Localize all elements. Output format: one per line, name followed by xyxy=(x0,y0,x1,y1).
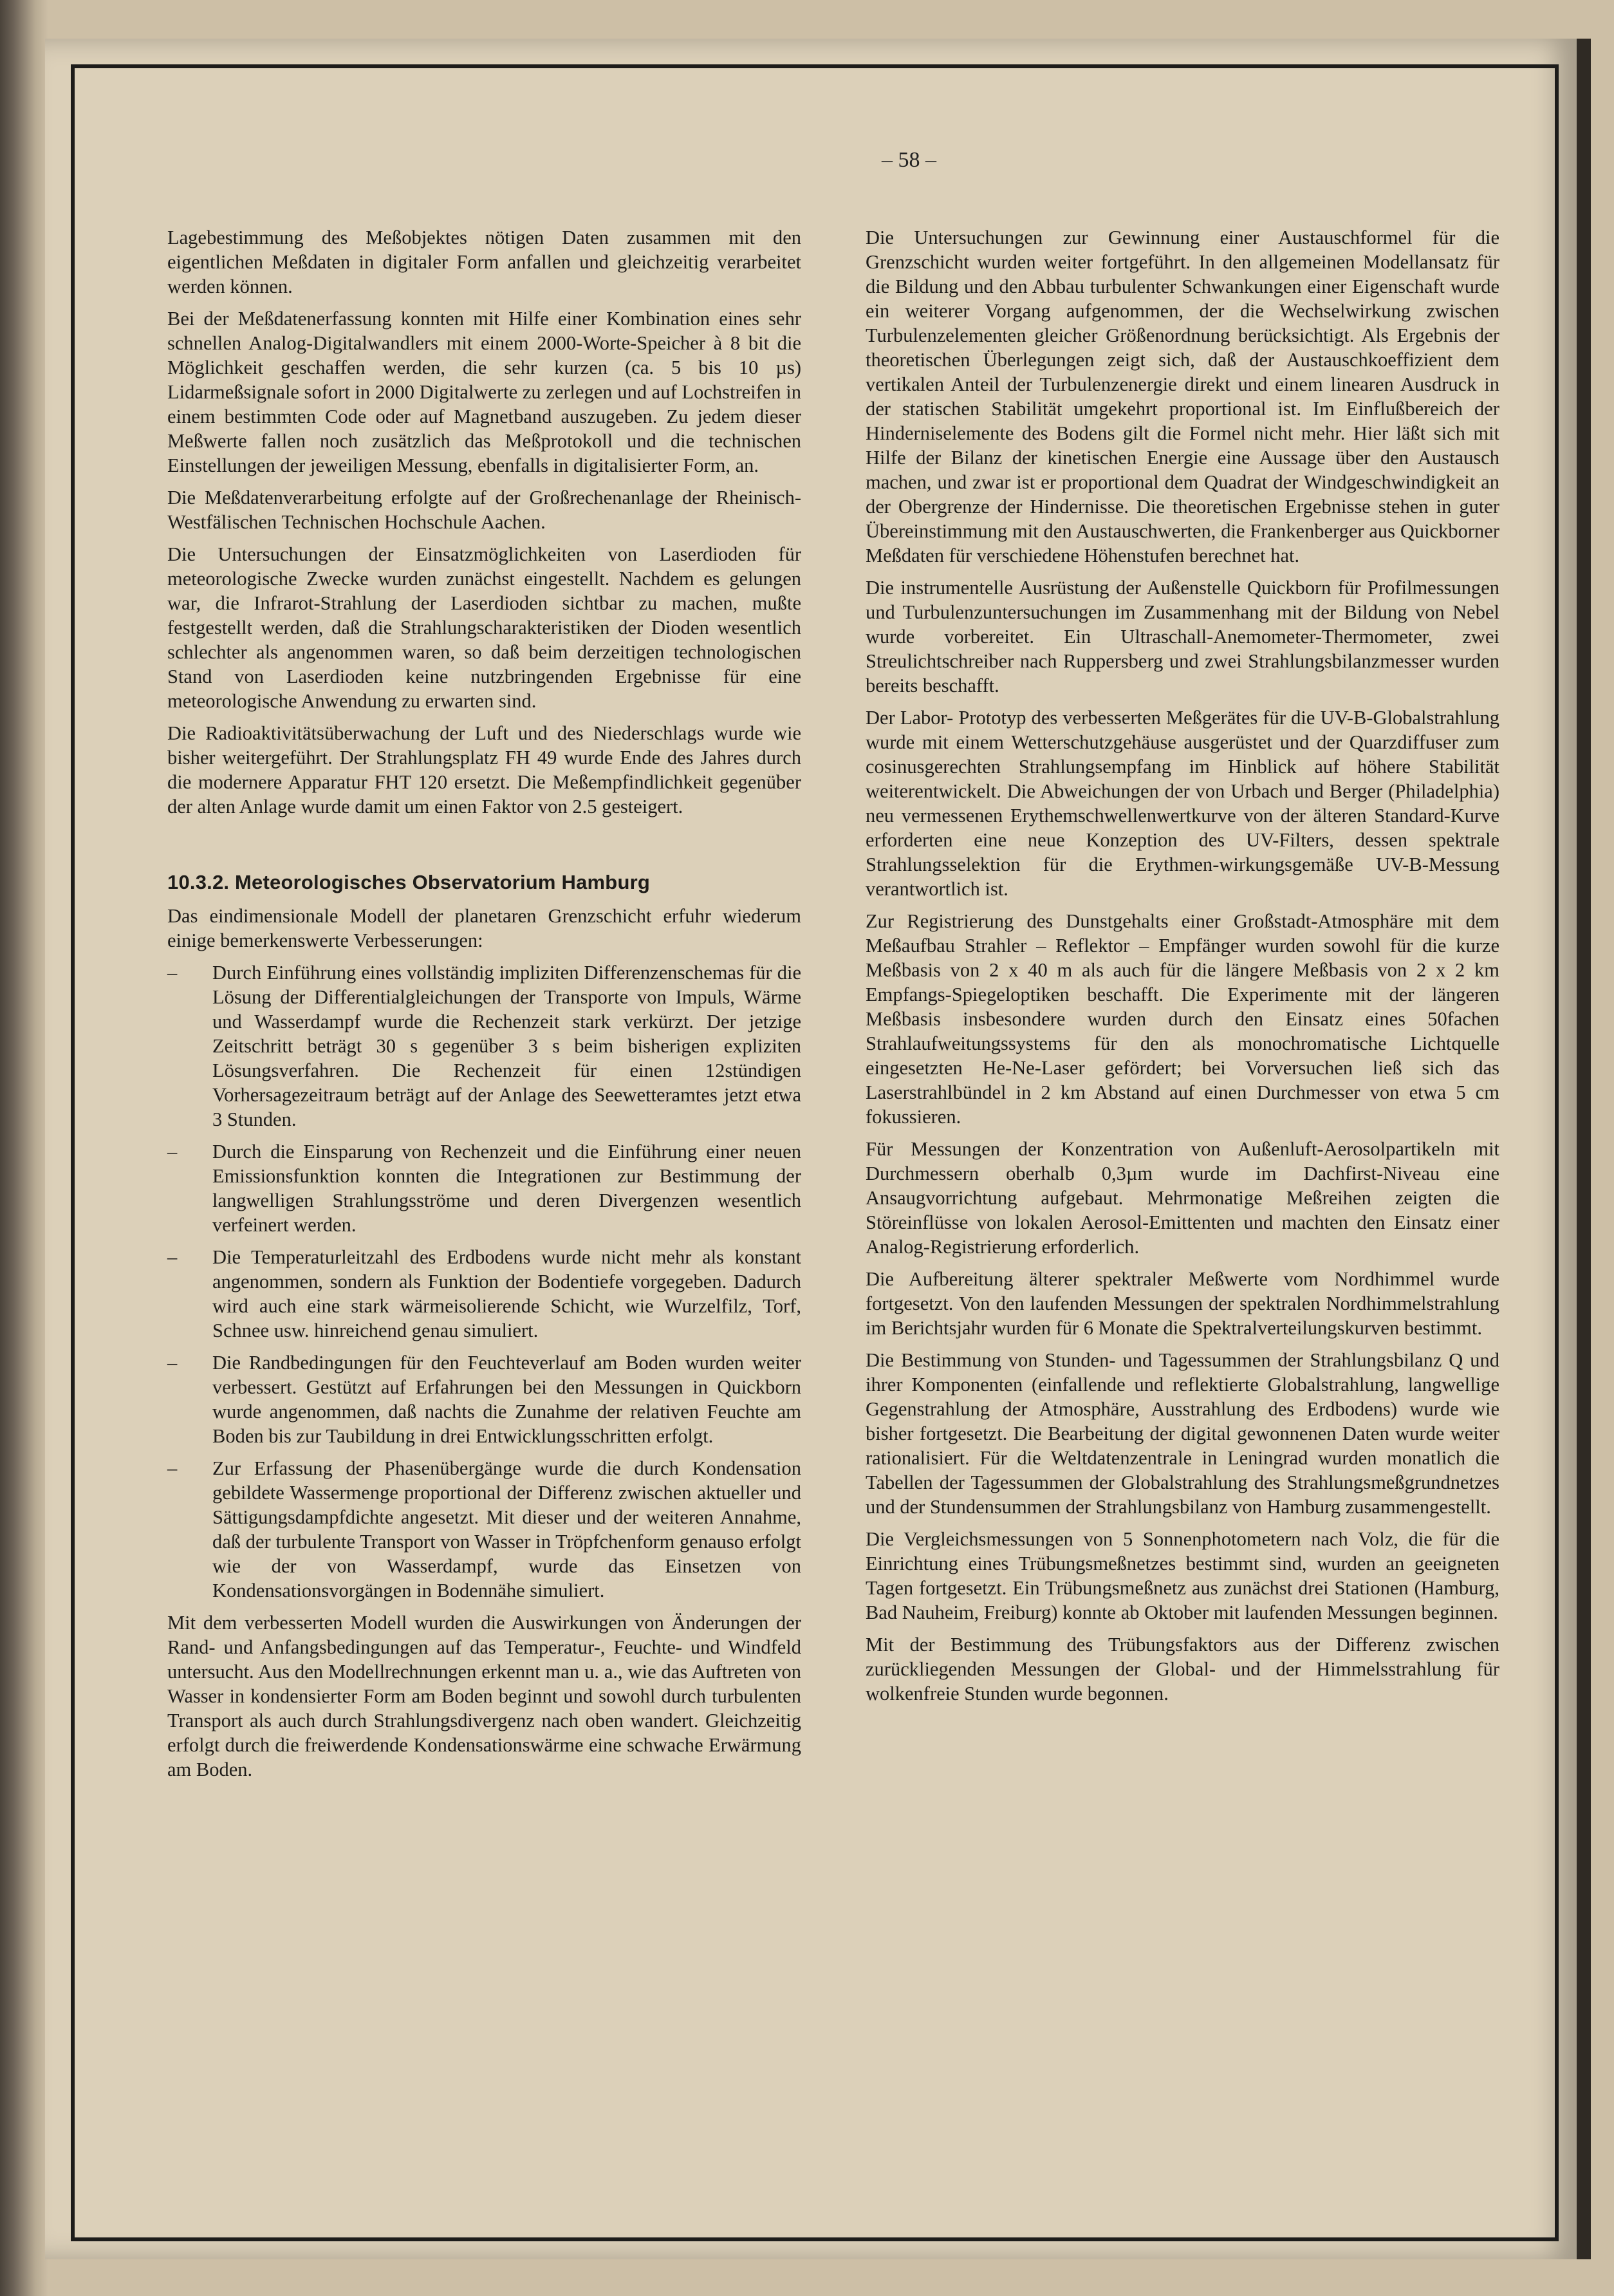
paragraph: Die Untersuchungen der Einsatzmöglichkeiten von Laserdioden für meteorologische Zwecke wurden zunächst eingestellt. Nachdem es gelungen war, die Infrarot-Strahlung der Laserdioden sichtbar zu machen, mußte festgestellt werden, daß die Strahlungscharakteristiken der Dioden wesentlich schlechter als angenommen waren, so daß beim derzeitigen technologischen Stand von Laserdioden keine nutzbringenden Ergebnisse für eine meteorologische Anwendung zu erwarten sind. xyxy=(167,543,801,712)
paragraph: Die Vergleichsmessungen von 5 Sonnenphotometern nach Volz, die für die Einrichtung eines Trübungsmeßnetzes bestimmt sind, wurden an geeigneten Tagen fortgesetzt. Ein Trübungsmeßnetz aus zunächst drei Stationen (Hamburg, Bad Nauheim, Freiburg) konnte ab Oktober mit laufenden Messungen beginnen. xyxy=(866,1528,1499,1623)
section-heading: 10.3.2. Meteorologisches Observatorium Hamburg xyxy=(167,871,650,893)
paragraph: Die Aufbereitung älterer spektraler Meßwerte vom Nordhimmel wurde fortgesetzt. Von den laufenden Messungen der spektralen Nordhimmelstrahlung im Berichtsjahr wurden für 6 Monate die Spektralverteilungskurven bestimmt. xyxy=(866,1268,1499,1339)
paragraph: Für Messungen der Konzentration von Außenluft-Aerosolpartikeln mit Durchmessern oberhalb 0,3µm wurde im Dachfirst-Niveau eine Ansaugvorrichtung aufgebaut. Mehrmonatige Meßreihen zeigten die Störeinflüsse von lokalen Aerosol-Emittenten und machten den Einsatz einer Analog-Registrierung erforderlich. xyxy=(866,1138,1499,1258)
paragraph: Lagebestimmung des Meßobjektes nötigen Daten zusammen mit den eigentlichen Meßdaten in digitaler Form anfallen und gleichzeitig verarbeitet werden können. xyxy=(167,227,801,297)
dash-marker: – xyxy=(167,1141,178,1162)
paragraph: Die Meßdatenverarbeitung erfolgte auf der Großrechenanlage der Rheinisch-Westfälischen Technischen Hochschule Aachen. xyxy=(167,487,801,533)
paragraph: Die Bestimmung von Stunden- und Tagessummen der Strahlungsbilanz Q und ihrer Komponenten (einfallende und reflektierte Globalstrahlung, langwellige Gegenstrahlung der Atmosphäre, Ausstrahlung des Erdbodens) wurde wie bisher fortgesetzt. Die Bearbeitung der digital gewonnenen Daten wurde weiter rationalisiert. Für die Weltdatenzentrale in Leningrad wurden monatlich die Tabellen der Tagessummen der Globalstrahlung des Strahlungsmeßgrundnetzes und der Stundensummen der Strahlungsbilanz von Hamburg zusammengestellt. xyxy=(866,1349,1499,1518)
list-item xyxy=(167,1456,801,1603)
list-item xyxy=(167,960,801,1132)
right-column xyxy=(866,225,1499,1713)
paragraph: Mit der Bestimmung des Trübungsfaktors aus der Differenz zwischen zurückliegenden Messungen der Global- und der Himmelsstrahlung für wolkenfreie Stunden wurde begonnen. xyxy=(866,1634,1499,1704)
list-item xyxy=(167,1350,801,1448)
list-item-text: Durch die Einsparung von Rechenzeit und die Einführung einer neuen Emissionsfunktion konnten die Integrationen zur Bestimmung der langwelligen Strahlungsströme und deren Divergenzen wesentlich verfeinert werden. xyxy=(212,1141,801,1236)
list-item xyxy=(167,1245,801,1343)
paragraph: Die instrumentelle Ausrüstung der Außenstelle Quickborn für Profilmessungen und Turbulenzuntersuchungen im Zusammenhang mit der Bildung von Nebel wurde vorbereitet. Ein Ultraschall-Anemometer-Thermometer, zwei Streulichtschreiber nach Ruppersberg und zwei Strahlungsbilanzmesser wurden bereits beschafft. xyxy=(866,577,1499,696)
list-item-text: Durch Einführung eines vollständig impliziten Differenzenschemas für die Lösung der Differentialgleichungen der Transporte von Impuls, Wärme und Wasserdampf wurde die Rechenzeit stark verkürzt. Der jetzige Zeitschritt beträgt 30 s gegenüber 3 s beim bisherigen expliziten Lösungsverfahren. Die Rechenzeit für einen 12stündigen Vorhersagezeitraum beträgt auf der Anlage des Seewetteramtes jetzt etwa 3 Stunden. xyxy=(212,962,801,1130)
list-item-text: Zur Erfassung der Phasenübergänge wurde die durch Kondensation gebildete Wassermenge proportional der Differenz zwischen aktueller und Sättigungsdampfdichte angesetzt. Mit dieser und der weiteren Annahme, daß der turbulente Transport von Wasser in Tröpfchenform genauso erfolgt wie der von Wasserdampf, wurde das Einsetzen von Kondensationsvorgängen in Bodennähe simuliert. xyxy=(212,1457,801,1601)
dash-marker: – xyxy=(167,1246,178,1268)
section-intro: Das eindimensionale Modell der planetaren Grenzschicht erfuhr wiederum einige bemerkenswerte Verbesserungen: xyxy=(167,905,801,951)
paragraph: Die Radioaktivitätsüberwachung der Luft und des Niederschlags wurde wie bisher weitergeführt. Der Strahlungsplatz FH 49 wurde Ende des Jahres durch die modernere Apparatur FHT 120 ersetzt. Die Meßempfindlichkeit gegenüber der alten Anlage wurde damit um einen Faktor von 2.5 gesteigert. xyxy=(167,722,801,817)
dash-marker: – xyxy=(167,962,178,984)
left-column xyxy=(167,225,801,1789)
paragraph: Zur Registrierung des Dunstgehalts einer Großstadt-Atmosphäre mit dem Meßaufbau Strahler – Reflektor – Empfänger wurden sowohl für die kurze Meßbasis von 2 x 40 m als auch für die längere Meßbasis von 2 x 2 km Empfangs-Spiegeloptiken beschafft. Die Experimente mit der längeren Meßbasis insbesondere wurden durch den Einsatz eines 50fachen Strahlaufweitungssystems für den als monochromatische Lichtquelle eingesetzten He-Ne-Laser gefördert; bei Vorversuchen ließ sich das Laserstrahlbündel in 2 km Abstand auf einen Durchmesser von etwa 5 cm fokussieren. xyxy=(866,910,1499,1128)
dash-marker: – xyxy=(167,1352,178,1374)
paragraph: Mit dem verbesserten Modell wurden die Auswirkungen von Änderungen der Rand- und Anfangsbedingungen auf das Temperatur-, Feuchte- und Windfeld untersucht. Aus den Modellrechnungen erkennt man u. a., wie das Auftreten von Wasser in kondensierter Form am Boden beginnt und sowohl durch turbulenten Transport als auch durch Strahlungsdivergenz nach oben wandert. Gleichzeitig erfolgt durch die freiwerdende Kondensationswärme eine schwache Erwärmung am Boden. xyxy=(167,1612,801,1780)
list-item-text: Die Randbedingungen für den Feuchteverlauf am Boden wurden weiter verbessert. Gestützt auf Erfahrungen bei den Messungen in Quickborn wurde angenommen, daß nachts die Zunahme der relativen Feuchte am Boden bis zur Taubildung in drei Entwicklungsschritten erfolgt. xyxy=(212,1352,801,1447)
paragraph: Die Untersuchungen zur Gewinnung einer Austauschformel für die Grenzschicht wurden weiter fortgeführt. In den allgemeinen Modellansatz für die Bildung und den Abbau turbulenter Schwankungen einer Eigenschaft wurde ein weiterer Vorgang aufgenommen, der die Wechselwirkung zwischen Turbulenzelementen gleicher Größenordnung berücksichtigt. Als Ergebnis der theoretischen Überlegungen zeigt sich, daß der Austauschkoeffizient dem vertikalen Anteil der Turbulenzenergie direkt und einem linearen Ausdruck in der statischen Stabilität umgekehrt proportional ist. Im Einflußbereich der Hinderniselemente des Bodens gilt die Formel nicht mehr. Hier läßt sich mit Hilfe der Bilanz der kinetischen Energie eine Aussage über den Austausch machen, und zwar ist er proportional dem Quadrat der Windgeschwindigkeit an der Obergrenze der Hindernisse. Die theoretischen Ergebnisse stehen in guter Übereinstimmung mit den Austauschwerten, die Frankenberger aus Quickborner Meßdaten für verschiedene Höhenstufen berechnet hat. xyxy=(866,227,1499,566)
page-number: – 58 – xyxy=(882,148,936,172)
list-item-text: Die Temperaturleitzahl des Erdbodens wurde nicht mehr als konstant angenommen, sondern als Funktion der Bodentiefe vorgegeben. Dadurch wird auch eine stark wärmeisolierende Schicht, wie Wurzelfilz, Torf, Schnee usw. hinreichend genau simuliert. xyxy=(212,1246,801,1341)
improvement-list xyxy=(167,960,801,1603)
paragraph: Bei der Meßdatenerfassung konnten mit Hilfe einer Kombination eines sehr schnellen Analog-Digitalwandlers mit einem 2000-Worte-Speicher à 8 bit die Möglichkeit geschaffen werden, die sehr kurzen (ca. 5 bis 10 µs) Lidarmeßsignale sofort in 2000 Digitalwerte zu zerlegen und auf Lochstreifen in einem bestimmten Code oder auf Magnetband auszugeben. Zu jedem dieser Meßwerte fallen noch zusätzlich das Meßprotokoll und die technischen Einstellungen der jeweiligen Messung, ebenfalls in digitalisierter Form, an. xyxy=(167,308,801,476)
paragraph: Der Labor- Prototyp des verbesserten Meßgerätes für die UV-B-Globalstrahlung wurde mit einem Wetterschutzgehäuse ausgerüstet und der Quarzdiffuser zum cosinusgerechten Strahlungsempfang im Hinblick auf höhere Stabilität weiterentwickelt. Die Abweichungen der von Urbach und Berger (Philadelphia) neu vermessenen Erythemschwellenwertkurve von der älteren Standard-Kurve erforderten eine neue Konzeption des UV-Filters, dessen spektrale Strahlungsselektion für die Erythmen-wirkungsgemäße UV-B-Messung verantwortlich ist. xyxy=(866,707,1499,900)
list-item xyxy=(167,1139,801,1237)
dash-marker: – xyxy=(167,1457,178,1479)
